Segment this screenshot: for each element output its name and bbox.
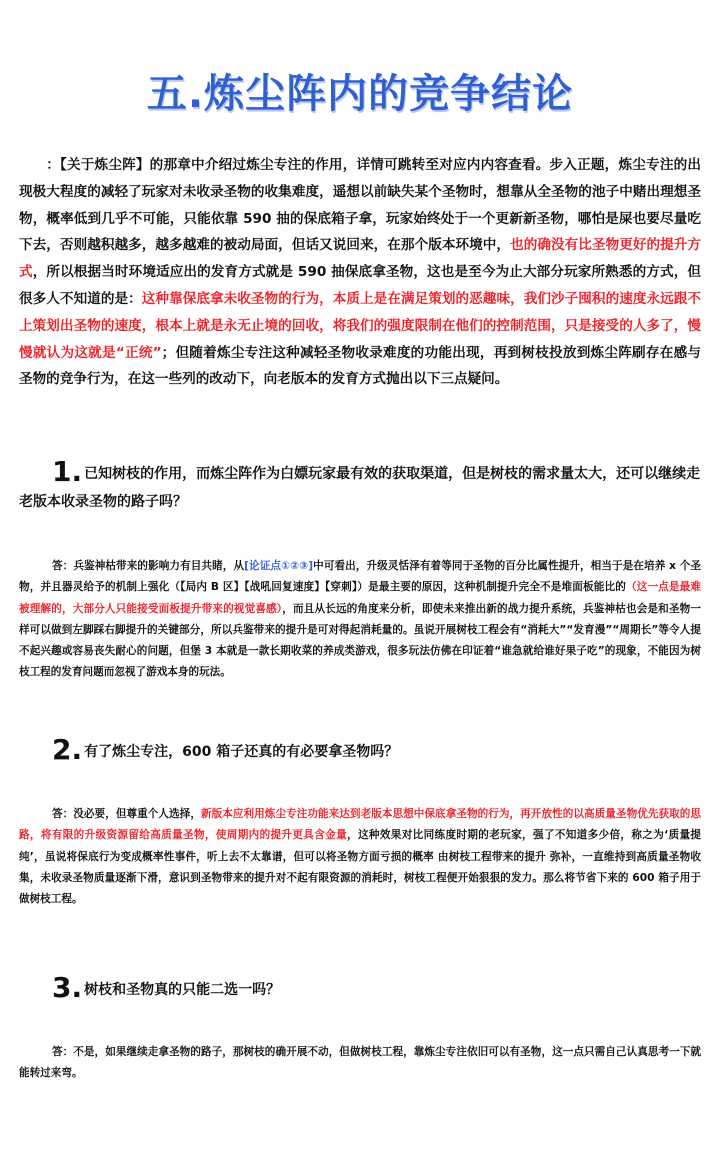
question-2-number: 2. <box>52 733 83 766</box>
answer-1-text-1: 答：兵鉴神枯带来的影响力有目共睹，从 <box>52 560 245 572</box>
answer-1-reference-link[interactable]: [论证点①②③] <box>244 560 314 572</box>
intro-text-1: ：【关于炼尘阵】的那章中介绍过炼尘专注的作用，详情可跳转至对应内内容查看。步入正题，炼尘专注的出现极大程度的减轻了玩家对未收录圣物的收集难度，遥想以前缺失某个圣物时，想靠从全圣物的池子中赌出理想圣物，概率低到几乎不可能，只能依靠 590 抽的保底箱子拿，玩家始终处于一个更新新圣物，哪怕是屎也要尽量吃下去，否则越积越多，越多越难的被动局面，但话又说回来，在那个版本环境中， <box>19 157 701 254</box>
question-1-number: 1. <box>52 455 83 488</box>
question-1-heading <box>19 455 701 516</box>
answer-3-paragraph <box>19 1042 701 1085</box>
answer-1-text-2: 中可看出，升级灵恬泽有着等同于圣物的百分比属性提升，相当于是在培养 x 个圣物，并且器灵给予的机制上强化（【局内 B 区】【战吼回复速度】【穿刺】）是最主要的原因，这种机制提升完全不是堆面板能比的 <box>19 560 701 594</box>
intro-text-2: ，所以根据当时环境适应出的发育方式就是 590 抽保底拿圣物，这也是至今为止大部分玩家所熟悉的方式，但很多人不知道的是： <box>19 264 701 307</box>
intro-text-3: ；但随着炼尘专注这种减轻圣物收录难度的功能出现，再到树枝投放到炼尘阵刷存在感与圣物的竞争行为，在这一些列的改动下，向老版本的发育方式抛出以下三点疑问。 <box>19 344 701 388</box>
question-3-text: 树枝和圣物真的只能二选一吗？ <box>84 982 281 998</box>
question-3-heading <box>52 971 702 1004</box>
answer-3-text: 答：不是，如果继续走拿圣物的路子，那树枝的确开展不动，但做树枝工程，靠炼尘专注依旧可以有圣物，这一点只需自己认真思考一下就能转过来弯。 <box>19 1046 701 1080</box>
answer-2-text-2: ，这种效果对比同练度时期的老玩家，强了不知道多少倍，称之为‘质量提纯’，虽说将保底行为变成概率性事件，听上去不太靠谱，但可以将圣物方面亏损的概率 由树枝工程带来的提升 弥补，一直维持到高质量圣物收集，未收录圣物质量逐渐下滑，意识到圣物带来的提升对不起有限资源的消耗时，树枝工程便开始狠狠的发力。那么将节省下来的 600 箱子用于做树枝工程。 <box>19 829 701 906</box>
intro-highlight-2: 这种靠保底拿未收圣物的行为，本质上是在满足策划的恶趣味，我们沙子囤积的速度永远跟不上策划出圣物的速度，根本上就是永无止境的回收，将我们的强度限制在他们的控制范围，只是接受的人多了，慢慢就认为这就是“正统” <box>19 290 702 361</box>
answer-2-paragraph <box>19 804 701 910</box>
page-title: 五.炼尘阵内的竞争结论 <box>146 71 574 117</box>
answer-1-highlight: （这一点是最难被理解的，大部分人只能接受面板提升带来的视觉喜感） <box>19 581 702 615</box>
intro-highlight-1: 也的确没有比圣物更好的提升方式 <box>19 237 702 281</box>
answer-1-paragraph <box>19 556 701 684</box>
answer-2-text-1: 答：没必要，但尊重个人选择， <box>52 808 201 820</box>
question-3-number: 3. <box>52 971 83 1004</box>
intro-paragraph <box>19 152 701 393</box>
question-2-text: 有了炼尘专注，600 箱子还真的有必要拿圣物吗？ <box>84 744 399 760</box>
question-2-heading <box>52 733 702 766</box>
answer-1-text-3: ，而且从长远的角度来分析，即使未来推出新的战力提升系统，兵鉴神枯也会是和圣物一样可以做到左脚踩右脚提升的关键部分，所以兵鉴带来的提升是可对得起消耗量的。虽说开展树枝工程会有“消耗大”“发育漫”“周期长”等令人提不起兴趣或容易丧失耐心的问题，但堡 3 本就是一款长期收菜的养成类游戏，很多玩法仿佛在印证着“谁急就给谁好果子吃”的现象，不能因为树枝工程的发育问题而忽视了游戏本身的玩法。 <box>19 602 701 679</box>
question-1-text: 已知树枝的作用，而炼尘阵作为白嫖玩家最有效的获取渠道，但是树枝的需求量太大，还可以继续走老版本收录圣物的路子吗？ <box>19 466 701 510</box>
answer-2-highlight: 新版本应利用炼尘专注功能来达到老版本思想中保底拿圣物的行为，再开放性的以高质量圣物优先获取的思路，将有限的升级资源留给高质量圣物，使周期内的提升更具含金量 <box>19 808 702 842</box>
